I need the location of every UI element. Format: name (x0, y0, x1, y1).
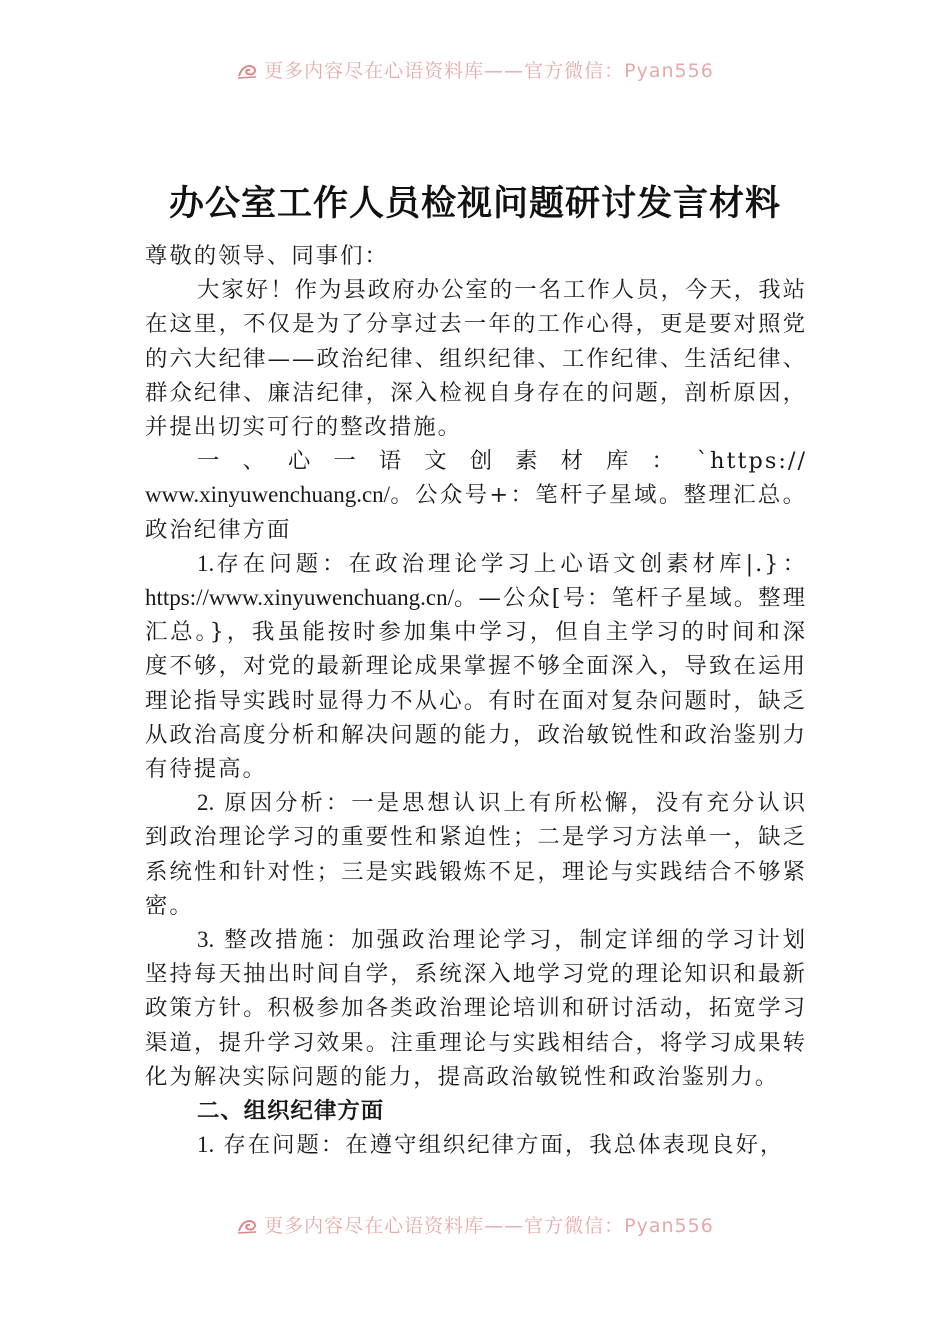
section1-url: www.xinyuwenchuang.cn/ (145, 482, 391, 508)
issue-paragraph-2 (145, 1128, 807, 1162)
issue-text-b: 。—公众[号：笔杆子星域。整理汇总。}，我虽能按时参加集中学习，但自主学习的时间和深度不够，对党的最新理论成果掌握不够全面深入，导致在运用理论指导实践时显得力不从心。有时在面对复杂问题时，缺乏从政治高度分析和解决问题的能力，政治敏锐性和政治鉴别力有待提高。 (145, 585, 807, 783)
document-title: 办公室工作人员检视问题研讨发言材料 (168, 183, 781, 224)
intro-paragraph: 大家好！作为县政府办公室的一名工作人员，今天，我站在这里，不仅是为了分享过去一年的工作心得，更是要对照党的六大纪律——政治纪律、组织纪律、工作纪律、生活纪律、群众纪律、廉洁纪律，深入检视自身存在的问题，剖析原因，并提出切实可行的整改措施。 (145, 277, 807, 441)
section1-paragraph (145, 444, 807, 547)
issue-url: https://www.xinyuwenchuang.cn/ (145, 585, 454, 611)
item-number: 2. (197, 790, 215, 816)
section1-heading-line: 一 、 心 一 语 文 创 素 材 库 ： `https:// (197, 448, 807, 475)
issue-text-a: 存在问题：在政治理论学习上心语文创素材库|.}： (214, 550, 807, 577)
item-number: 3. (197, 927, 215, 953)
document-body (145, 239, 807, 1162)
cause-paragraph (145, 786, 807, 923)
issue-paragraph-1 (145, 547, 807, 786)
issue-text-2: 存在问题：在遵守组织纪律方面，我总体表现良好， (223, 1132, 785, 1159)
watermark-text: 更多内容尽在心语资料库——官方微信：Pyan556 (264, 1215, 714, 1237)
header-watermark (0, 56, 950, 83)
measures-paragraph (145, 923, 807, 1094)
section1-rest: 。公众号+：笔杆子星域。整理汇总。政治纪律方面 (145, 482, 807, 543)
cause-heading: 原因分析 (224, 790, 326, 817)
item-number: 1. (197, 1132, 215, 1158)
measures-text: ：加强政治理论学习，制定详细的学习计划坚持每天抽出时间自学，系统深入地学习党的理论知识和最新政策方针。积极参加各类政治理论培训和研讨活动，拓宽学习渠道，提升学习效果。注重理论与实践相结合，将学习成果转化为解决实际问题的能力，提高政治敏锐性和政治鉴别力。 (145, 927, 807, 1090)
cause-text: ：一是思想认识上有所松懈，没有充分认识到政治理论学习的重要性和紧迫性；二是学习方法单一，缺乏系统性和针对性；三是实践锻炼不足，理论与实践结合不够紧密。 (145, 790, 807, 919)
swirl-logo-icon (236, 62, 260, 80)
footer-watermark (0, 1211, 950, 1238)
swirl-logo-icon (236, 1217, 260, 1235)
item-number: 1. (197, 550, 215, 576)
watermark-text: 更多内容尽在心语资料库——官方微信：Pyan556 (264, 60, 714, 82)
salutation: 尊敬的领导、同事们： (145, 243, 389, 269)
measures-heading: 整改措施 (224, 927, 326, 954)
section2-heading: 二、组织纪律方面 (197, 1098, 385, 1125)
